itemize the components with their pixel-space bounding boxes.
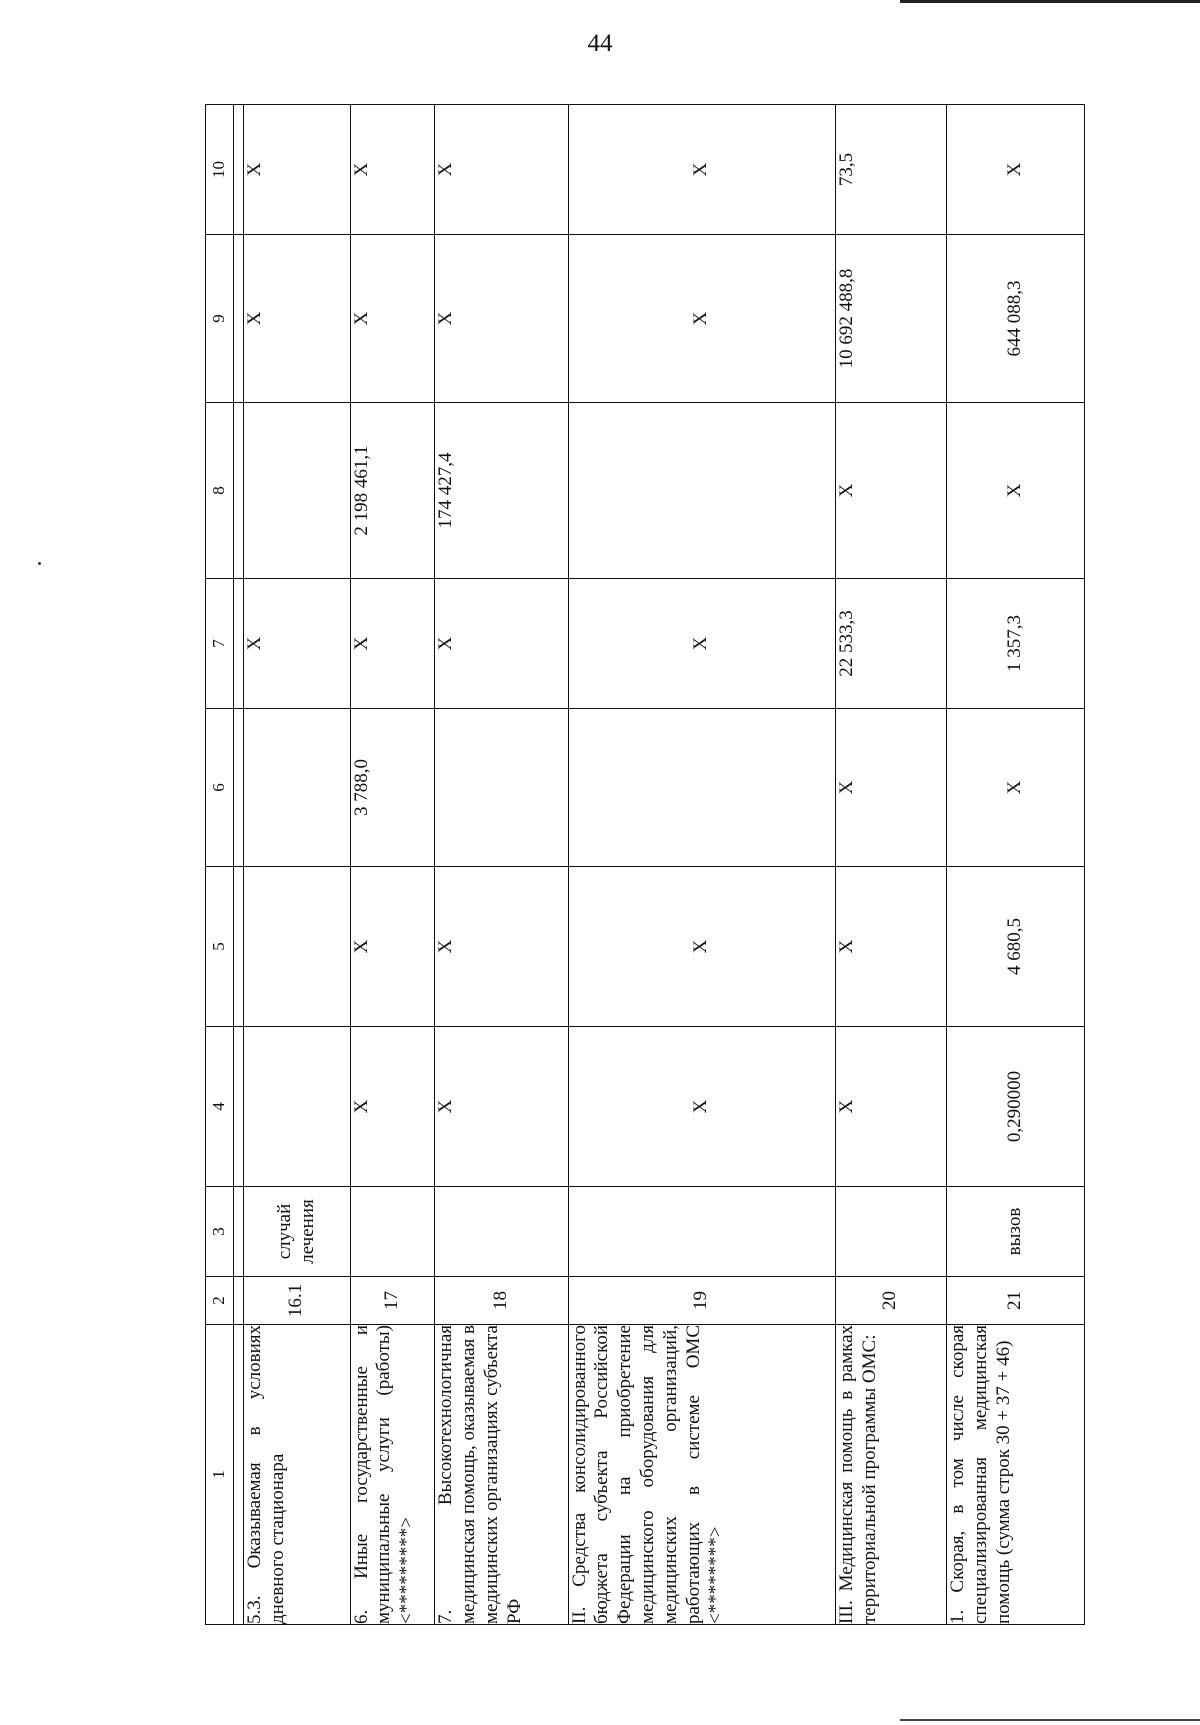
cell-col5: X [435,867,569,1027]
table-row [243,105,350,1625]
program-cost-table [205,104,1085,1625]
cell-col5: X [568,867,835,1027]
col-header-9: 9 [206,235,234,403]
table-row [568,105,835,1625]
cell-col5 [243,867,350,1027]
cell-col4: X [835,1027,946,1187]
bottom-rule [900,1719,1200,1721]
top-rule [900,0,1200,3]
cell-col6 [435,709,569,867]
cell-col4 [243,1027,350,1187]
table-row [350,105,435,1625]
scan-speck [38,562,41,565]
table-row [946,105,1084,1625]
row-code: 21 [946,1277,1084,1325]
cell-col9: 644 088,3 [946,235,1084,403]
row-unit [350,1187,435,1277]
row-name: III. Медицинская помощь в рамках территориальной программы ОМС: [835,1325,946,1625]
cell-col5: X [835,867,946,1027]
cell-col9: 10 692 488,8 [835,235,946,403]
cell-col9: X [243,235,350,403]
row-code: 18 [435,1277,569,1325]
row-unit: случай лечения [243,1187,350,1277]
cell-col6 [568,709,835,867]
cell-col6: 3 788,0 [350,709,435,867]
row-code: 16.1 [243,1277,350,1325]
cell-col9: X [350,235,435,403]
row-unit: вызов [946,1187,1084,1277]
cell-col10: X [568,105,835,235]
row-name: 1. Скорая, в том числе скорая специализированная медицинская помощь (сумма строк 30 + 37 + 46) [946,1325,1084,1625]
col-header-8: 8 [206,403,234,579]
header-spacer-row [233,105,243,1625]
cell-col7: X [350,579,435,709]
col-header-7: 7 [206,579,234,709]
cell-col4: X [435,1027,569,1187]
cell-col7: 1 357,3 [946,579,1084,709]
cell-col7: 22 533,3 [835,579,946,709]
col-header-1: 1 [206,1325,234,1625]
cell-col7: X [568,579,835,709]
row-name: II. Средства консолидированного бюджета субъекта Российской Федерации на приобретение медицинского оборудования для медицинских организаций, работающих в системе ОМС <********> [568,1325,835,1625]
cell-col9: X [435,235,569,403]
cell-col4: 0,290000 [946,1027,1084,1187]
col-header-10: 10 [206,105,234,235]
cell-col10: 73,5 [835,105,946,235]
col-header-4: 4 [206,1027,234,1187]
cell-col8: 174 427,4 [435,403,569,579]
cell-col8: X [835,403,946,579]
column-number-row [206,105,234,1625]
col-header-3: 3 [206,1187,234,1277]
cell-col10: X [435,105,569,235]
page-number: 44 [587,30,613,57]
row-name: 6. Иные государственные и муниципальные услуги (работы) <*********> [350,1325,435,1625]
row-code: 19 [568,1277,835,1325]
row-name: 7. Высокотехнологичная медицинская помощь, оказываемая в медицинских организациях субъекта РФ [435,1325,569,1625]
table-row [835,105,946,1625]
cell-col4: X [350,1027,435,1187]
cell-col8: X [946,403,1084,579]
cell-col10: X [350,105,435,235]
row-name: 5.3. Оказываемая в условиях дневного стационара [243,1325,350,1625]
cell-col6: X [946,709,1084,867]
cell-col5: X [350,867,435,1027]
row-unit [435,1187,569,1277]
cell-col7: X [243,579,350,709]
col-header-2: 2 [206,1277,234,1325]
cell-col6 [243,709,350,867]
cell-col8: 2 198 461,1 [350,403,435,579]
cell-col7: X [435,579,569,709]
table-row [435,105,569,1625]
cell-col6: X [835,709,946,867]
cell-col4: X [568,1027,835,1187]
cell-col5: 4 680,5 [946,867,1084,1027]
col-header-5: 5 [206,867,234,1027]
col-header-6: 6 [206,709,234,867]
row-unit [568,1187,835,1277]
cell-col10: X [946,105,1084,235]
cell-col8 [243,403,350,579]
cell-col8 [568,403,835,579]
row-code: 17 [350,1277,435,1325]
cell-col10: X [243,105,350,235]
rotated-table-wrapper [205,105,1085,1625]
cell-col9: X [568,235,835,403]
row-unit [835,1187,946,1277]
row-code: 20 [835,1277,946,1325]
